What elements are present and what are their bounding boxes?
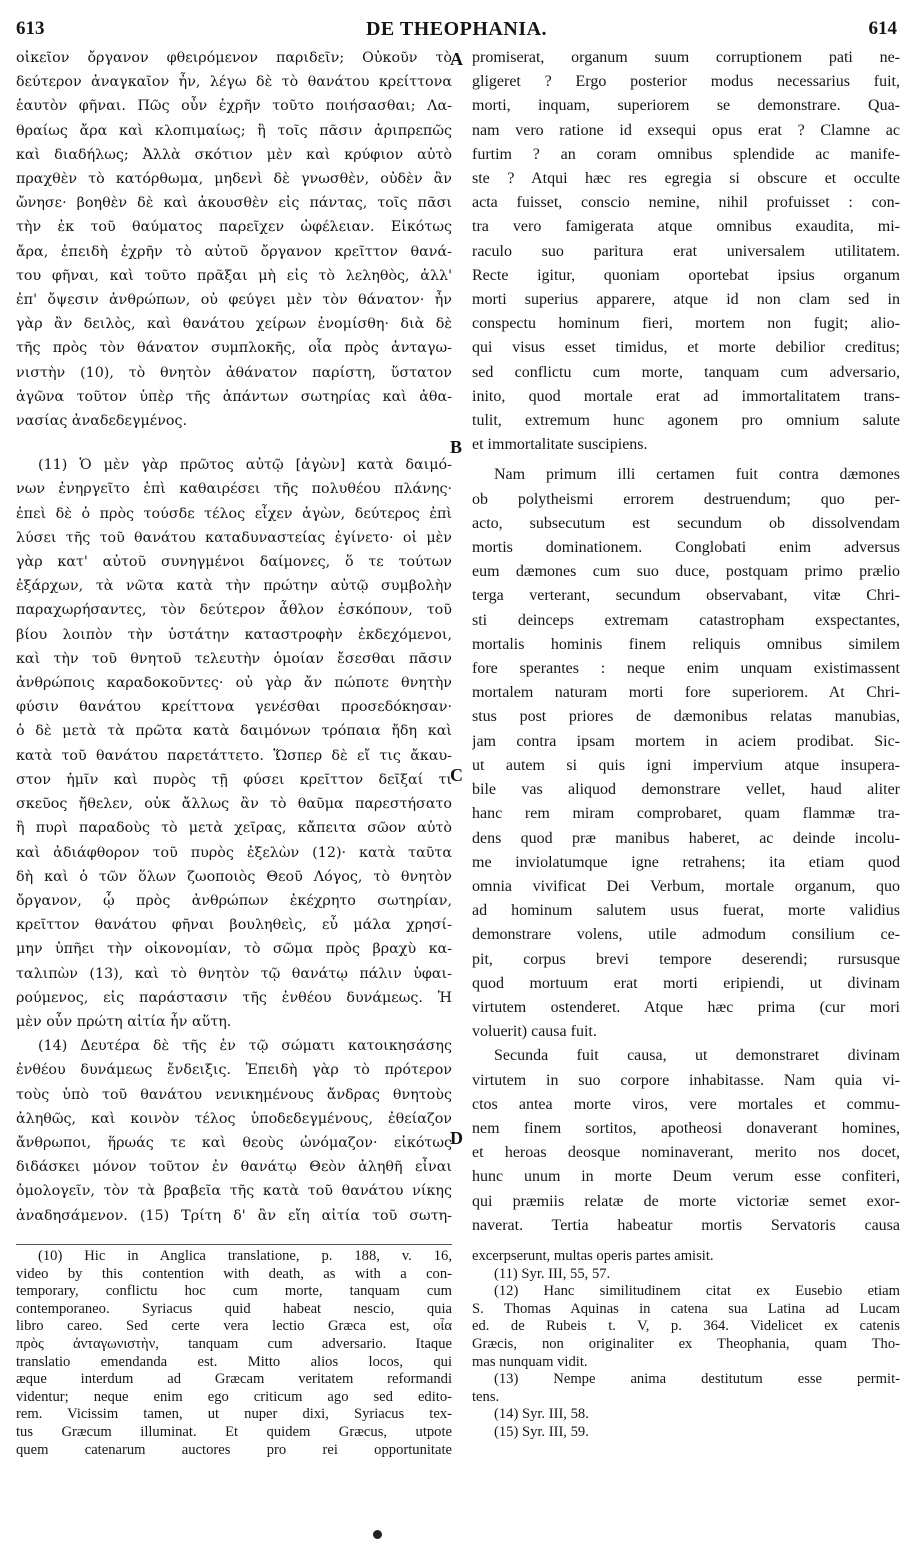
- footnote-line: (11) Syr. III, 55, 57.: [494, 1265, 611, 1282]
- greek-line: ἐπεὶ δὲ ὁ πρὸς τούσδε τέλος εἶχεν ἀγὼν, δεύτερος ἐπὶ: [16, 505, 452, 522]
- greek-line: ἐπ' ὄψεσιν ἀνθρώπων, οὐ φεύγει μὲν τὸν θάνατον· ἦν: [16, 292, 452, 309]
- greek-line: καὶ ἀδιάφθορον τοῦ πυρὸς ἐξελὼν (12)· κατὰ ταῦτα: [16, 844, 452, 861]
- latin-line: morti superius apparere, atque id non clam sed in: [472, 291, 900, 309]
- footnote-line: Græcis, non originaliter ex Theophania, quam Tho-: [472, 1335, 900, 1352]
- latin-line: acta fuisset, conscio nemine, nihil profuisset : con-: [472, 194, 900, 212]
- latin-line: sti deinceps extremam catastropham exspectantes,: [472, 611, 900, 629]
- greek-line: ρούμενος, εἰς παράστασιν τῆς ἐνθέου δυνάμεως. Ἡ: [16, 989, 452, 1006]
- latin-line: hanc rem miram comprobaret, quam flammæ tra-: [472, 805, 900, 823]
- latin-line: dens quod præ manibus haberet, ac deinde incolu-: [472, 829, 900, 847]
- greek-line: πραχθὲν τὸ κατόρθωμα, μηδενὶ δὲ γνωσθὲν, οὐδὲν ἂν: [16, 171, 452, 188]
- footnote-line: S. Thomas Aquinas in catena sua Latina ad Lucam: [472, 1300, 900, 1317]
- footnote-line: (14) Syr. III, 58.: [494, 1406, 589, 1423]
- greek-line: παραχωρήσαντες, τὸν δεύτερον ἆθλον ἐσκόπουν, τοῦ: [16, 602, 452, 619]
- latin-line: gligeret ? Ergo posterior modus necessarius fuit,: [472, 73, 900, 91]
- footnote-line: (13) Nempe anima destitutum esse permit-: [494, 1371, 900, 1388]
- greek-line: θραίως ἄρα καὶ κλοπιμαίως; ἢ τοῖς πᾶσιν ἀριπρεπῶς: [16, 122, 452, 139]
- footnotes-right-column: [472, 1248, 900, 1442]
- running-header: [0, 18, 913, 44]
- latin-line: eum dæmones cum suo duce, postquam primo prælio: [472, 563, 900, 581]
- greek-line: ὤνησε· βοηθὲν δὲ καὶ ἀκουσθὲν εἰς πάντας, τοῖς πᾶσι: [16, 195, 452, 212]
- footnotes-left-column: [16, 1248, 452, 1459]
- margin-letter-b: B: [450, 437, 463, 457]
- greek-line: κατὰ τοῦ θανάτου παρετάττετο. Ὥσπερ δὲ εἴ τις ἄκαυ-: [16, 747, 452, 764]
- page-number-right: 614: [868, 18, 897, 39]
- greek-line: ἀληθῶς, καὶ κοινὸν τέλος ὑποδεδεγμένους, ἐθείαζον: [16, 1110, 452, 1127]
- latin-line: inito, quod mortale erat ad immortalitatem trans-: [472, 387, 900, 405]
- footnote-line: (10) Hic in Anglica translatione, p. 188, v. 16,: [38, 1248, 452, 1264]
- latin-line: qui præmiis relatæ de morte victoriæ semet exor-: [472, 1192, 900, 1210]
- latin-line: furtim ? an coram omnibus splendide ac manife-: [472, 145, 900, 163]
- latin-line: omnia vivificat Dei Verbum, mortale organum, quo: [472, 877, 900, 895]
- greek-line: ἄρα, ἐπειδὴ ἐχρῆν τὸ αὐτοῦ ὄργανον κρεῖττον θανά-: [16, 243, 452, 260]
- greek-line: νων ἐνηργεῖτο ἐπὶ καθαιρέσει τῆς πολυθέου πλάνης·: [16, 481, 452, 498]
- margin-letter-d: D: [450, 1128, 463, 1148]
- latin-line: tulit, extremum hunc agonem pro omnium salute: [472, 412, 900, 430]
- footnote-line: contemporaneo. Syriacus quid habeat nescio, quia: [16, 1300, 452, 1317]
- greek-line: γὰρ ἂν δειλὸς, καὶ θανάτου χείρων ἐνομίσθη· διὰ δὲ: [16, 316, 452, 333]
- latin-line: morti, inquam, superiorem se demonstrare. Qua-: [472, 97, 900, 115]
- latin-line: hunc unum in morte Deum verum esse confiteri,: [472, 1168, 900, 1186]
- latin-line: et heroas deosque nominaverant, merito nos docet,: [472, 1144, 900, 1162]
- footnote-line: quem catenarum auctores pro rei opportunitate: [16, 1441, 452, 1458]
- greek-line: φύσιν θανάτου κρείττονα γενέσθαι προσεδόκησαν·: [16, 699, 452, 716]
- footnote-line: rem. Vicissim tamen, ut nuper dixi, Syriacus tex-: [16, 1406, 452, 1423]
- greek-line: κρεῖττον θανάτου φῆναι βουληθεὶς, εὖ μάλα χρησί-: [16, 917, 452, 934]
- greek-line: ὁμολογεῖν, τὸν τὰ βραβεῖα τῆς κατὰ τοῦ θανάτου νίκης: [16, 1183, 452, 1200]
- latin-line: Recte igitur, quoniam oportebat ipsius organum: [472, 266, 900, 284]
- greek-line: ἢ πυρὶ παραδοὺς τὸ μετὰ χεῖρας, κἄπειτα σῶον αὐτὸ: [16, 820, 452, 837]
- latin-line: quod mortuum erat morti eripiendi, ut divinam: [472, 974, 900, 992]
- footnote-divider: [16, 1244, 452, 1245]
- footnote-line: πρὸς ἀνταγωνιστὴν, tanquam cum adversario. Itaque: [16, 1335, 452, 1352]
- latin-line: acto, subsecutum est secundum ob dissolvendam: [472, 514, 900, 532]
- greek-text-column: [16, 46, 452, 1228]
- greek-line: βίου λοιπὸν τὴν ὑστάτην καταστροφὴν ἐκδεχόμενοι,: [16, 626, 452, 643]
- footnote-line: tens.: [472, 1388, 500, 1405]
- latin-line: bile vas aliquod demonstrare vellet, haud aliter: [472, 781, 900, 799]
- greek-line: μην ὑπῆει τὴν οἰκονομίαν, τὸ σῶμα πρὸς βραχὺ κα-: [16, 941, 452, 958]
- greek-line: ὁ δὲ μετὰ τὰ πρῶτα κατὰ δαιμόνων τρόπαια ἤδη καὶ: [16, 723, 452, 740]
- latin-line: virtutem in suo corpore inhabitasse. Nam quia vi-: [472, 1071, 900, 1089]
- latin-line: qui visus esset timidus, et morte debilior creditus;: [472, 339, 900, 357]
- footnote-line: videntur; neque enim ego criticum ago sed edito-: [16, 1388, 452, 1405]
- greek-line: διδάσκει μόνον τοῦτον ἐν θανάτῳ Θεὸν ἀληθῆ εἶναι: [16, 1159, 452, 1176]
- greek-line: ἐξάρχων, τὰ νῶτα κατὰ τὴν πρώτην αὐτῷ συμβολὴν: [16, 578, 452, 595]
- latin-line: ste ? Atqui hæc res egregia si obscure et occulte: [472, 170, 900, 188]
- latin-line: pit, corpus brevi tempore deserendi; rursusque: [472, 950, 900, 968]
- latin-line: ut autem si quis igni impervium atque insupera-: [472, 756, 900, 774]
- latin-line: et immortalitate suscipiens.: [472, 436, 648, 454]
- latin-line: Secunda fuit causa, ut demonstraret divinam: [494, 1047, 900, 1065]
- footnote-line: video by this contention with death, as with a con-: [16, 1265, 452, 1282]
- greek-line: τῆς πρὸς τὸν θάνατον συμπλοκῆς, οἷα πρὸς ἀνταγω-: [16, 340, 452, 357]
- greek-line: σκεῦος ἤθελεν, οὐκ ἄλλως ἂν τὸ θαῦμα παρεστήσατο: [16, 796, 452, 813]
- greek-line: (11) Ὁ μὲν γὰρ πρῶτος αὐτῷ [ἀγὼν] κατὰ δαιμό-: [38, 457, 452, 474]
- footnote-line: æque interdum ad Græcam veritatem reformandi: [16, 1371, 452, 1388]
- latin-line: naverat. Tertia habeatur mortis Servatoris causa: [472, 1216, 900, 1234]
- footnote-line: (12) Hanc similitudinem citat ex Eusebio etiam: [494, 1283, 900, 1300]
- greek-line: δεύτερον ἀναγκαῖον ἦν, λέγω δὲ τὸ θανάτου κρείττονα: [16, 74, 452, 91]
- margin-letter-a: A: [450, 49, 463, 69]
- footnote-line: mas nunquam vidit.: [472, 1353, 588, 1370]
- footnote-line: temporary, conflictu hoc cum morte, tanquam cum: [16, 1283, 452, 1300]
- greek-line: λύσει τῆς τοῦ θανάτου καταδυναστείας ἐγίνετο· οἱ μὲν: [16, 529, 452, 546]
- latin-line: fore sperantes : neque enim unquam existimassent: [472, 660, 900, 678]
- latin-line: promiserat, organum suum corruptionem pati ne-: [472, 49, 900, 66]
- greek-line: τοὺς ὑπὸ τοῦ θανάτου νενικημένους ἄνδρας θνητοὺς: [16, 1086, 452, 1103]
- greek-line: ἀνθρώποις καραδοκοῦντες· οὐ γὰρ ἄν πώποτε θνητὴν: [16, 675, 452, 692]
- latin-text-column: [472, 46, 900, 1238]
- footnote-line: libro careo. Sed certe vera lectio Græca est, οἷα: [16, 1318, 452, 1335]
- greek-line: ἄνθρωποι, ἥρωάς τε καὶ θεοὺς ὠνόμαζον· εἰκότως: [16, 1134, 452, 1151]
- footnote-line: translatio emendanda est. Mitto alios locos, qui: [16, 1353, 452, 1370]
- latin-line: Nam primum illi certamen fuit contra dæmones: [494, 466, 900, 484]
- latin-line: terga verterant, secundum observabant, vitæ Chri-: [472, 587, 900, 605]
- greek-line: ἑαυτὸν φῆναι. Πῶς οὖν ἐχρῆν τοῦτο ποιήσασθαι; Λα-: [16, 98, 452, 115]
- running-title: DE THEOPHANIA.: [365, 18, 548, 40]
- greek-line: νιστὴν (10), τὸ θνητὸν ἀθάνατον παρίστη, ὕστατον: [16, 364, 452, 381]
- latin-line: ad hominum salutem usus fuerat, morte validius: [472, 902, 900, 920]
- latin-line: me inviolatumque igne retrahens; ita etiam quod: [472, 853, 900, 871]
- latin-line: stus post priores de dæmonibus relatas manubias,: [472, 708, 900, 726]
- latin-line: jam contra ipsam mortem in aciem prodibat. Sic-: [472, 732, 900, 750]
- latin-line: conspectu hominum fieri, mortem non fugit; alio-: [472, 315, 900, 333]
- latin-line: demonstrare volens, utile admodum consilium ce-: [472, 926, 900, 944]
- latin-line: mortalem naturam morti fore superiorem. At Chri-: [472, 684, 900, 702]
- greek-line: ἀναδησάμενον. (15) Τρίτη δ' ἂν εἴη αἰτία τοῦ σωτη-: [16, 1207, 452, 1224]
- greek-line: ὄργανον, ᾧ πρὸς ἀνθρώπων ἐκέχρητο σωτηρίαν,: [16, 892, 452, 909]
- greek-line: νασίας ἀναδεδεγμένος.: [16, 413, 188, 430]
- latin-line: virtutem ostenderet. Atque hæc prima (cur mori: [472, 998, 900, 1016]
- greek-line: (14) Δευτέρα δὲ τῆς ἐν τῷ σώματι κατοικησάσης: [38, 1038, 452, 1055]
- latin-line: mortis dominationem. Conglobati enim adversus: [472, 539, 900, 557]
- footnote-line: ed. de Rubeis t. V, p. 364. Videlicet ex catenis: [472, 1318, 900, 1335]
- greek-line: τὴν ἐκ τοῦ θαύματος παρεῖχεν ὠφέλειαν. Εἰκότως: [16, 219, 452, 236]
- latin-line: nam vero ratione id exsequi opus erat ? Clamne ac: [472, 121, 900, 139]
- latin-line: voluerit) causa fuit.: [472, 1023, 597, 1041]
- margin-letter-c: C: [450, 765, 463, 785]
- greek-line: δὴ καὶ ὁ τῶν ὅλων ζωοποιὸς Θεοῦ Λόγος, τὸ θνητὸν: [16, 868, 452, 885]
- greek-line: καὶ τὴν τοῦ θνητοῦ τελευτὴν ὁμοίαν ἔσεσθαι πᾶσιν: [16, 650, 452, 667]
- greek-line: ἐνθέου δυνάμεως ἔνδειξις. Ἐπειδὴ γὰρ τὸ πρότερον: [16, 1062, 452, 1079]
- footnote-line: (15) Syr. III, 59.: [494, 1423, 589, 1440]
- greek-line: οἰκεῖον ὄργανον φθειρόμενον παριδεῖν; Οὐκοῦν τὸ: [16, 50, 452, 66]
- greek-line: καὶ διαδήλως; Ἀλλὰ σκότιον μὲν καὶ κρύφιον αὐτὸ: [16, 146, 452, 163]
- latin-line: raculo suo paritura erat universalem utilitatem.: [472, 242, 900, 260]
- greek-line: του φῆναι, καὶ τοῦτο πρᾶξαι μὴ εἰς τὸ λεληθὸς, ἀλλ': [16, 267, 452, 284]
- greek-line: στον ἡμῖν καὶ πυρὸς τῇ φύσει κρεῖττον δεῖξαί τι: [16, 771, 452, 788]
- page-number-left: 613: [16, 18, 45, 39]
- latin-line: sed conflictu cum morte, tanquam cum adversario,: [472, 363, 900, 381]
- greek-line: μὲν οὖν πρώτη αἰτία ἦν αὕτη.: [16, 1013, 232, 1030]
- footnote-line: tus Græcum illuminat. Et quidem Græcus, utpote: [16, 1423, 452, 1440]
- footnote-line: excerpserunt, multas operis partes amisit.: [472, 1248, 714, 1264]
- latin-line: nem finem sortitos, apotheosi donaverant homines,: [472, 1119, 900, 1137]
- latin-line: ob polytheismi errorem destruendum; quo per-: [472, 490, 900, 508]
- greek-line: γὰρ κατ' αὐτοῦ συνηγμένοι δαίμονες, ὅ τε τούτων: [16, 554, 452, 571]
- latin-line: tra vero famigerata atque omnibus exaudita, mi-: [472, 218, 900, 236]
- greek-line: ταλιπὼν (13), καὶ τὸ θνητὸν τῷ θανάτῳ πάλιν ὑφαι-: [16, 965, 452, 982]
- greek-line: ἀγῶνα τοῦτον ὑπὲρ τῆς ἁπάντων σωτηρίας καὶ ἀθα-: [16, 388, 452, 405]
- ink-spot: [373, 1530, 382, 1539]
- latin-line: mortalis hominis finem reliquis omnibus similem: [472, 635, 900, 653]
- latin-line: ctos antea morte viros, vere mortales et commu-: [472, 1095, 900, 1113]
- paragraph-gap: [16, 433, 452, 453]
